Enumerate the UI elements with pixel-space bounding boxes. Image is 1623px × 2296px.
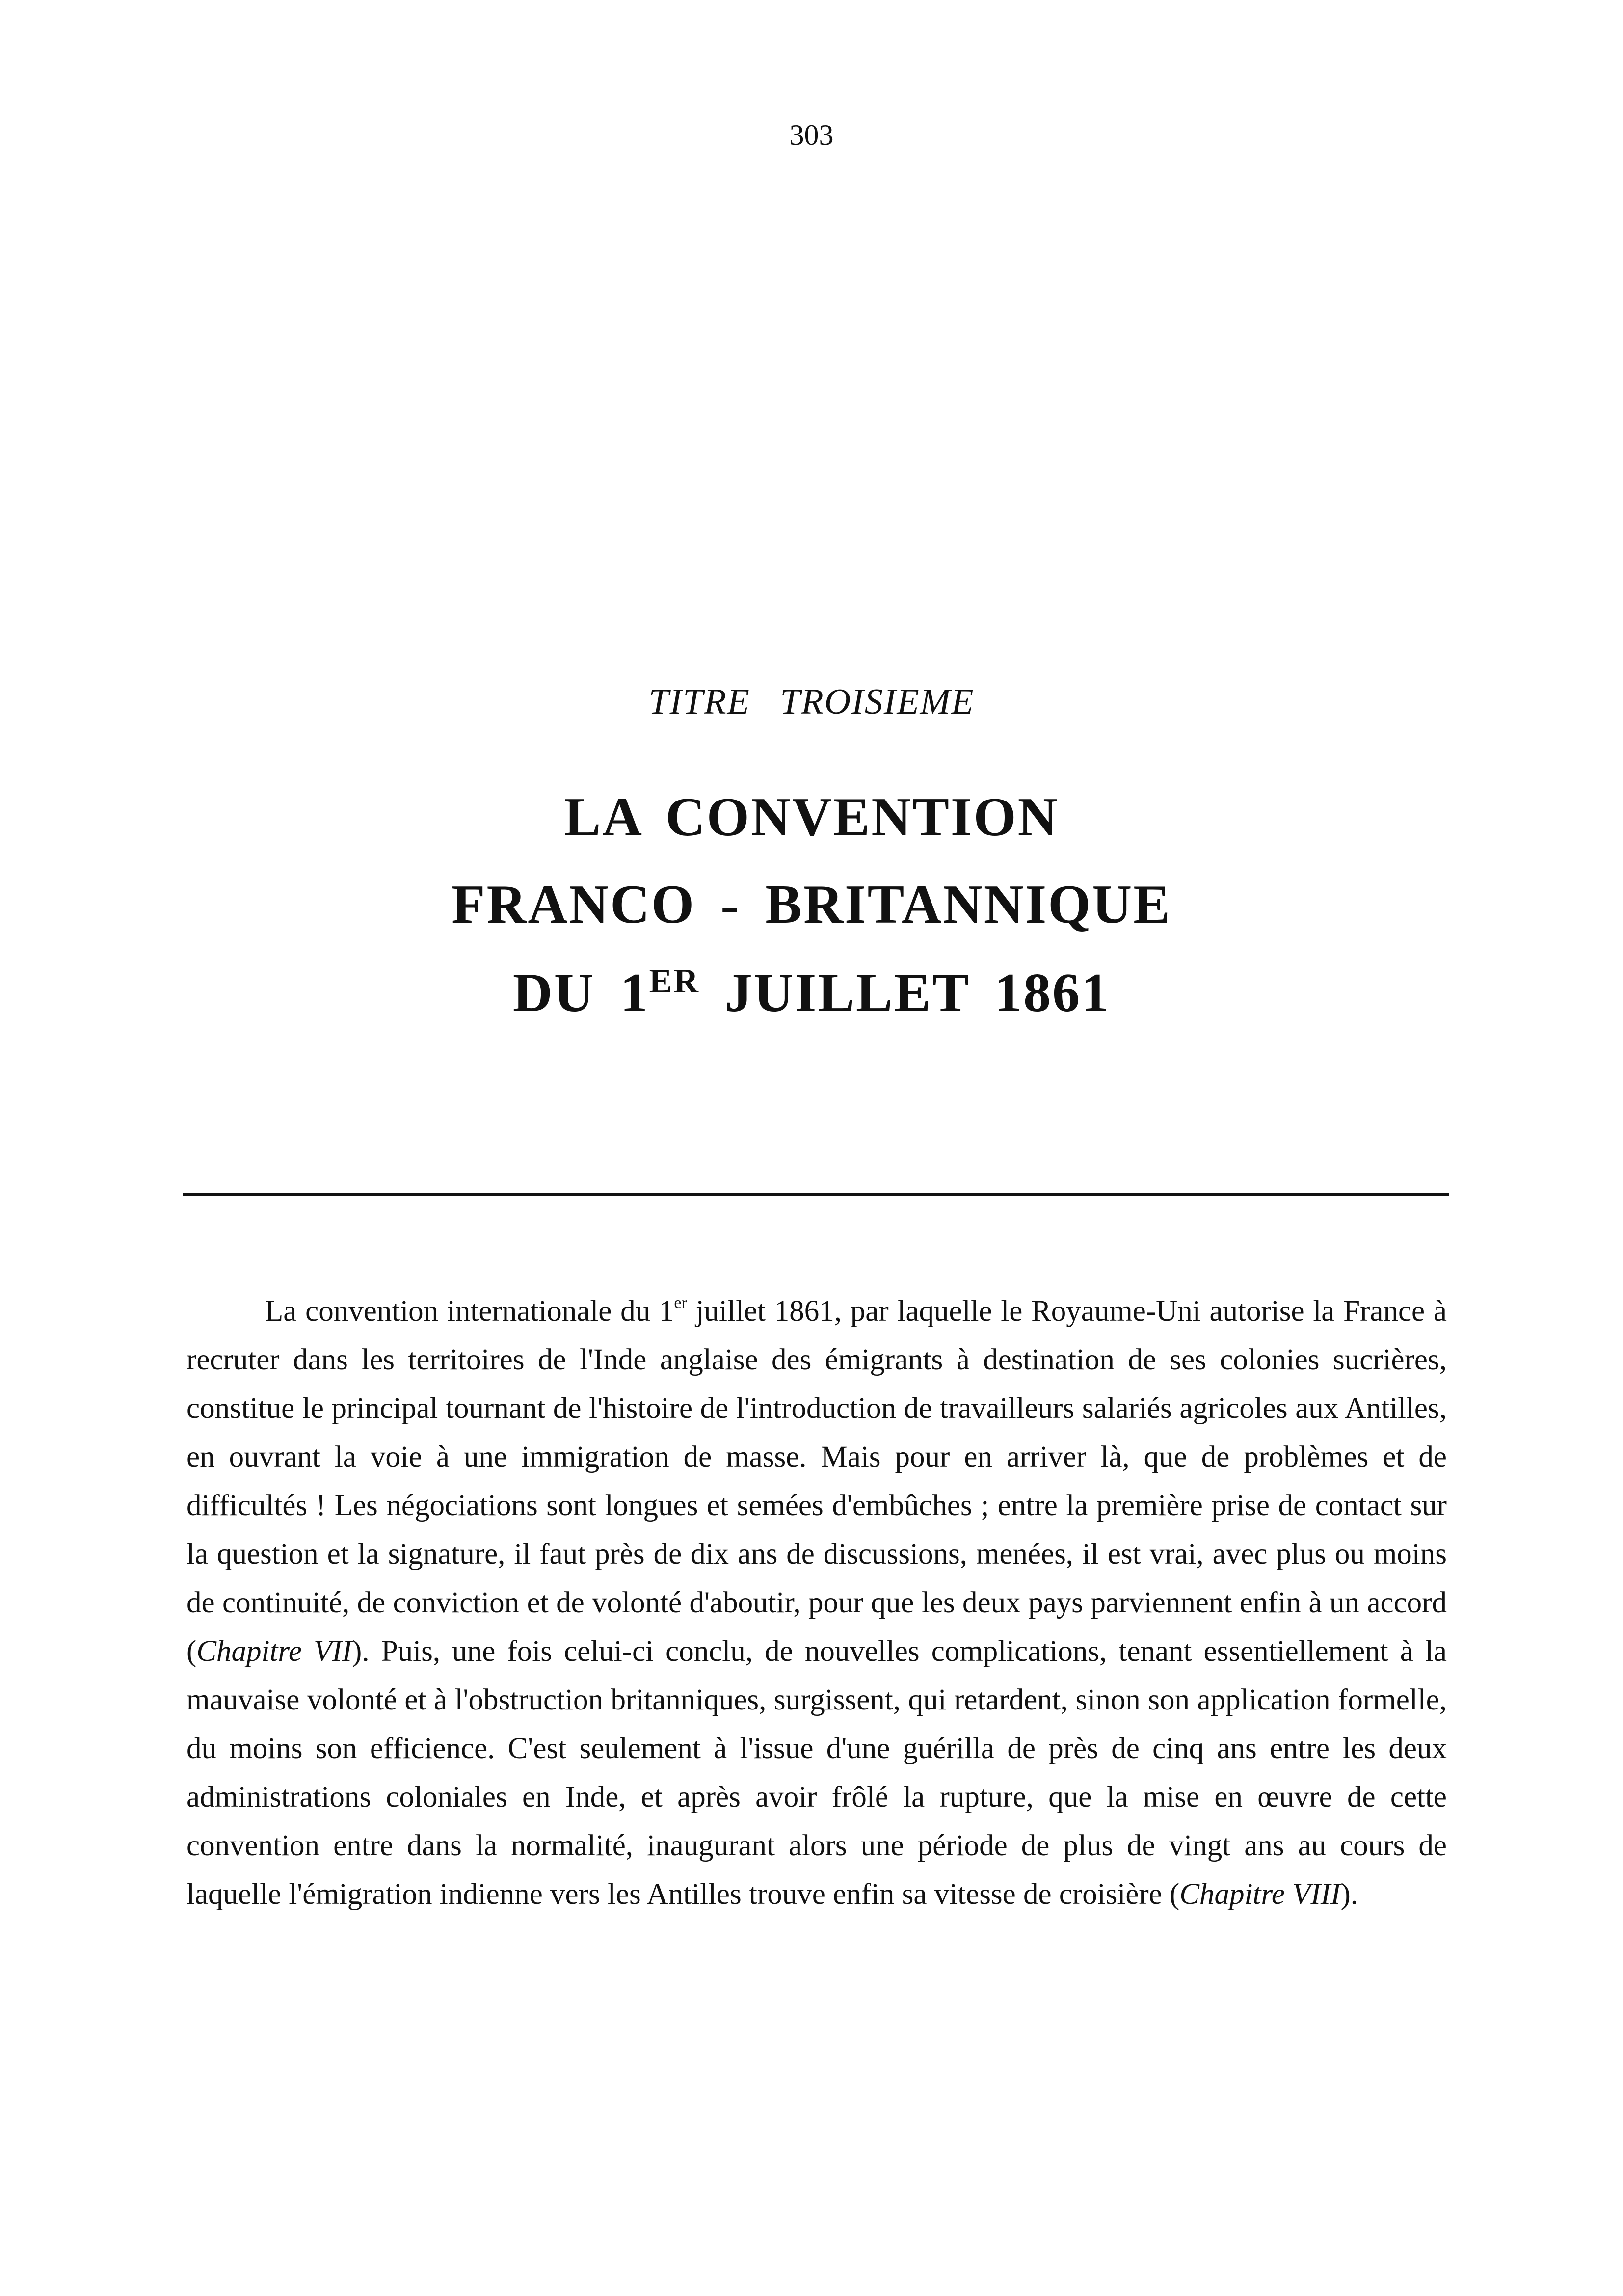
chapter-title-line-1: LA CONVENTION bbox=[564, 787, 1059, 848]
horizontal-rule bbox=[183, 1193, 1449, 1196]
intro-paragraph bbox=[186, 1287, 1447, 1919]
part-label: TITRE TROISIEME bbox=[648, 682, 975, 722]
title-line-3-suffix: JUILLET 1861 bbox=[724, 962, 1111, 1023]
chapter-title-line-2: FRANCO - BRITANNIQUE bbox=[452, 874, 1171, 935]
paragraph-segment-4: ). bbox=[1340, 1878, 1358, 1911]
paragraph-segment-2: juillet 1861, par laquelle le Royaume-Uni autorise la France à recruter dans les territoires de l'Inde anglaise des émigrants à destination de ses colonies sucrières, constitue le principal tournant de l'histoire de l'introduction de travailleurs salariés agricoles aux Antilles, en ouvrant la voie à une immigration de masse. Mais pour en arriver là, que de problèmes et de difficultés ! Les négociations sont longues et semées d'embûches ; entre la première prise de contact sur la question et la signature, il faut près de dix ans de discussions, menées, il est vrai, avec plus ou moins de continuité, de conviction et de volonté d'aboutir, pour que les deux pays parviennent enfin à un accord ( bbox=[186, 1295, 1447, 1668]
chapter-reference-vii: Chapitre VII bbox=[196, 1635, 352, 1668]
title-line-3-superscript: ER bbox=[649, 962, 700, 1000]
paragraph-segment-1: La convention internationale du 1 bbox=[265, 1295, 674, 1328]
chapter-reference-viii: Chapitre VIII bbox=[1179, 1878, 1341, 1911]
title-line-3-prefix: DU 1 bbox=[512, 962, 649, 1023]
page-number: 303 bbox=[789, 119, 834, 151]
body-text bbox=[186, 1287, 1447, 1919]
chapter-title-line-3 bbox=[0, 961, 1623, 1025]
paragraph-segment-3: ). Puis, une fois celui-ci conclu, de nouvelles complications, tenant essentiellement à la mauvaise volonté et à l'obstruction britanniques, surgissent, qui retardent, sinon son application formelle, du moins son efficience. C'est seulement à l'issue d'une guérilla de près de cinq ans entre les deux administrations coloniales en Inde, et après avoir frôlé la rupture, que la mise en œuvre de cette convention entre dans la normalité, inaugurant alors une période de plus de vingt ans au cours de laquelle l'émigration indienne vers les Antilles trouve enfin sa vitesse de croisière ( bbox=[186, 1635, 1447, 1911]
paragraph-superscript: er bbox=[674, 1294, 687, 1312]
